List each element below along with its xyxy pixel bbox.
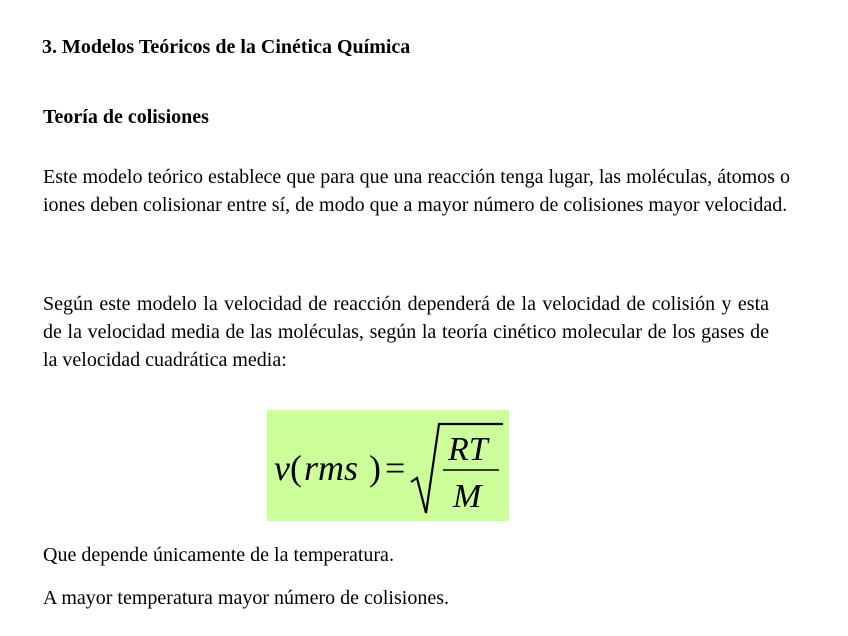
formula-paren-close: ) <box>369 448 381 488</box>
paragraph-rms-velocity: Según este modelo la velocidad de reacción dependerá de la velocidad de colisión y esta de la velocidad media de las moléculas, según la teoría cinético molecular de los gases de la velocidad cuadrática media: <box>43 293 769 371</box>
paragraph-temperature-collisions: A mayor temperatura mayor número de colisiones. <box>43 587 449 609</box>
paragraph-collision-model: Este modelo teórico establece que para que una reacción tenga lugar, las moléculas, átomos o iones deben colisionar entre sí, de modo que a mayor número de colisiones mayor velocidad. <box>43 166 790 216</box>
formula-rms: rms <box>304 448 359 488</box>
section-subheading: Teoría de colisiones <box>43 106 209 128</box>
formula-paren-open: ( <box>290 448 302 488</box>
formula-equals: = <box>385 448 406 488</box>
formula-denominator: M <box>453 478 482 515</box>
rms-velocity-formula <box>267 410 509 521</box>
formula-graphic <box>267 410 509 521</box>
formula-numerator: RT <box>448 431 488 468</box>
formula-v: v <box>274 448 290 488</box>
paragraph-temperature-dependence: Que depende únicamente de la temperatura. <box>43 544 394 566</box>
section-heading: 3. Modelos Teóricos de la Cinética Química <box>42 36 411 58</box>
